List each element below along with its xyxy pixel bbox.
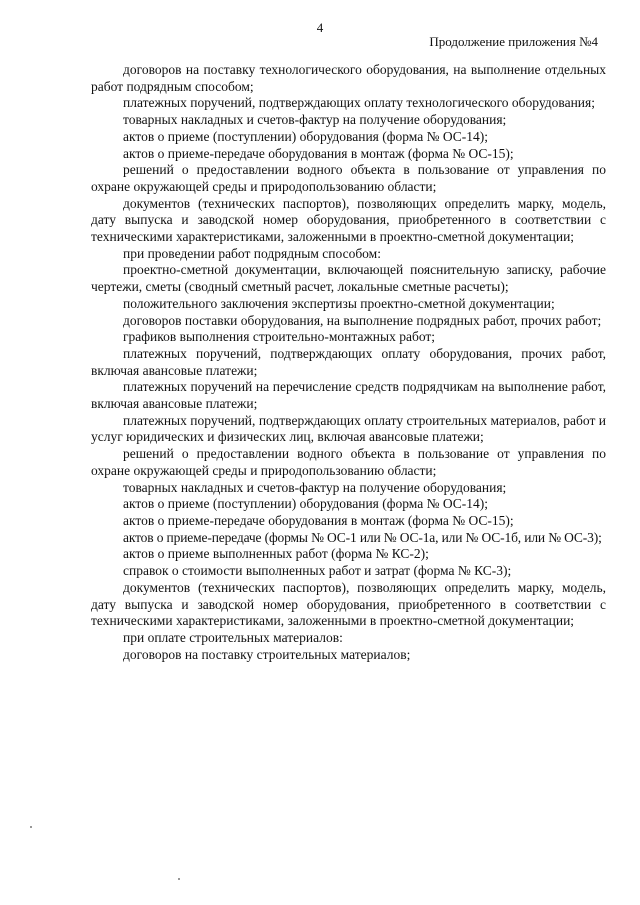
paragraph: актов о приеме-передаче оборудования в монтаж (форма № ОС-15);: [123, 512, 514, 528]
paragraph: актов о приеме-передаче (формы № ОС-1 или № ОС-1а, или № ОС-1б, или № ОС-3);: [123, 529, 602, 545]
paragraph: платежных поручений, подтверждающих оплату технологического оборудования;: [123, 95, 595, 111]
paragraph: при проведении работ подрядным способом:: [123, 245, 381, 261]
paragraph: документов (технических паспортов), позволяющих определить марку, модель, дату выпуска и заводской номер оборудования, приобретенного в соответствии с техническими характеристиками, заложенными в проектно-сметной документации;: [91, 579, 606, 629]
paragraph: платежных поручений, подтверждающих оплату строительных материалов, работ и услуг юридических и физических лиц, включая авансовые платежи;: [91, 412, 606, 445]
paragraph: проектно-сметной документации, включающей пояснительную записку, рабочие чертежи, сметы (сводный сметный расчет, локальные сметные расчеты);: [91, 262, 606, 295]
paragraph: договоров поставки оборудования, на выполнение подрядных работ, прочих работ;: [123, 312, 602, 328]
paragraph: платежных поручений на перечисление средств подрядчикам на выполнение работ, включая авансовые платежи;: [91, 379, 606, 412]
scan-speck: [30, 826, 32, 828]
paragraph: договоров на поставку строительных материалов;: [123, 646, 411, 662]
paragraph: товарных накладных и счетов-фактур на получение оборудования;: [123, 112, 507, 128]
paragraph: при оплате строительных материалов:: [123, 629, 343, 645]
paragraph: справок о стоимости выполненных работ и затрат (форма № КС-3);: [123, 563, 512, 579]
appendix-continuation-label: Продолжение приложения №4: [429, 34, 598, 49]
paragraph: товарных накладных и счетов-фактур на получение оборудования;: [123, 479, 507, 495]
paragraph: положительного заключения экспертизы проектно-сметной документации;: [123, 295, 555, 311]
body-text: [91, 62, 606, 663]
page-number: 4: [316, 20, 324, 35]
paragraph: договоров на поставку технологического оборудования, на выполнение отдельных работ подрядным способом;: [91, 62, 606, 94]
scan-speck: [178, 878, 180, 880]
paragraph: актов о приеме выполненных работ (форма № КС-2);: [123, 546, 429, 562]
paragraph: графиков выполнения строительно-монтажных работ;: [123, 329, 436, 345]
paragraph: решений о предоставлении водного объекта в пользование от управления по охране окружающей среды и природопользованию области;: [91, 162, 606, 194]
paragraph: решений о предоставлении водного объекта в пользование от управления по охране окружающей среды и природопользованию области;: [91, 446, 606, 478]
paragraph: платежных поручений, подтверждающих оплату оборудования, прочих работ, включая авансовые платежи;: [91, 345, 606, 378]
paragraph: документов (технических паспортов), позволяющих определить марку, модель, дату выпуска и заводской номер оборудования, приобретенного в соответствии с техническими характеристиками, заложенными в проектно-сметной документации;: [91, 195, 606, 245]
paragraph: актов о приеме (поступлении) оборудования (форма № ОС-14);: [123, 496, 489, 512]
paragraph: актов о приеме-передаче оборудования в монтаж (форма № ОС-15);: [123, 145, 514, 161]
paragraph: актов о приеме (поступлении) оборудования (форма № ОС-14);: [123, 128, 489, 144]
